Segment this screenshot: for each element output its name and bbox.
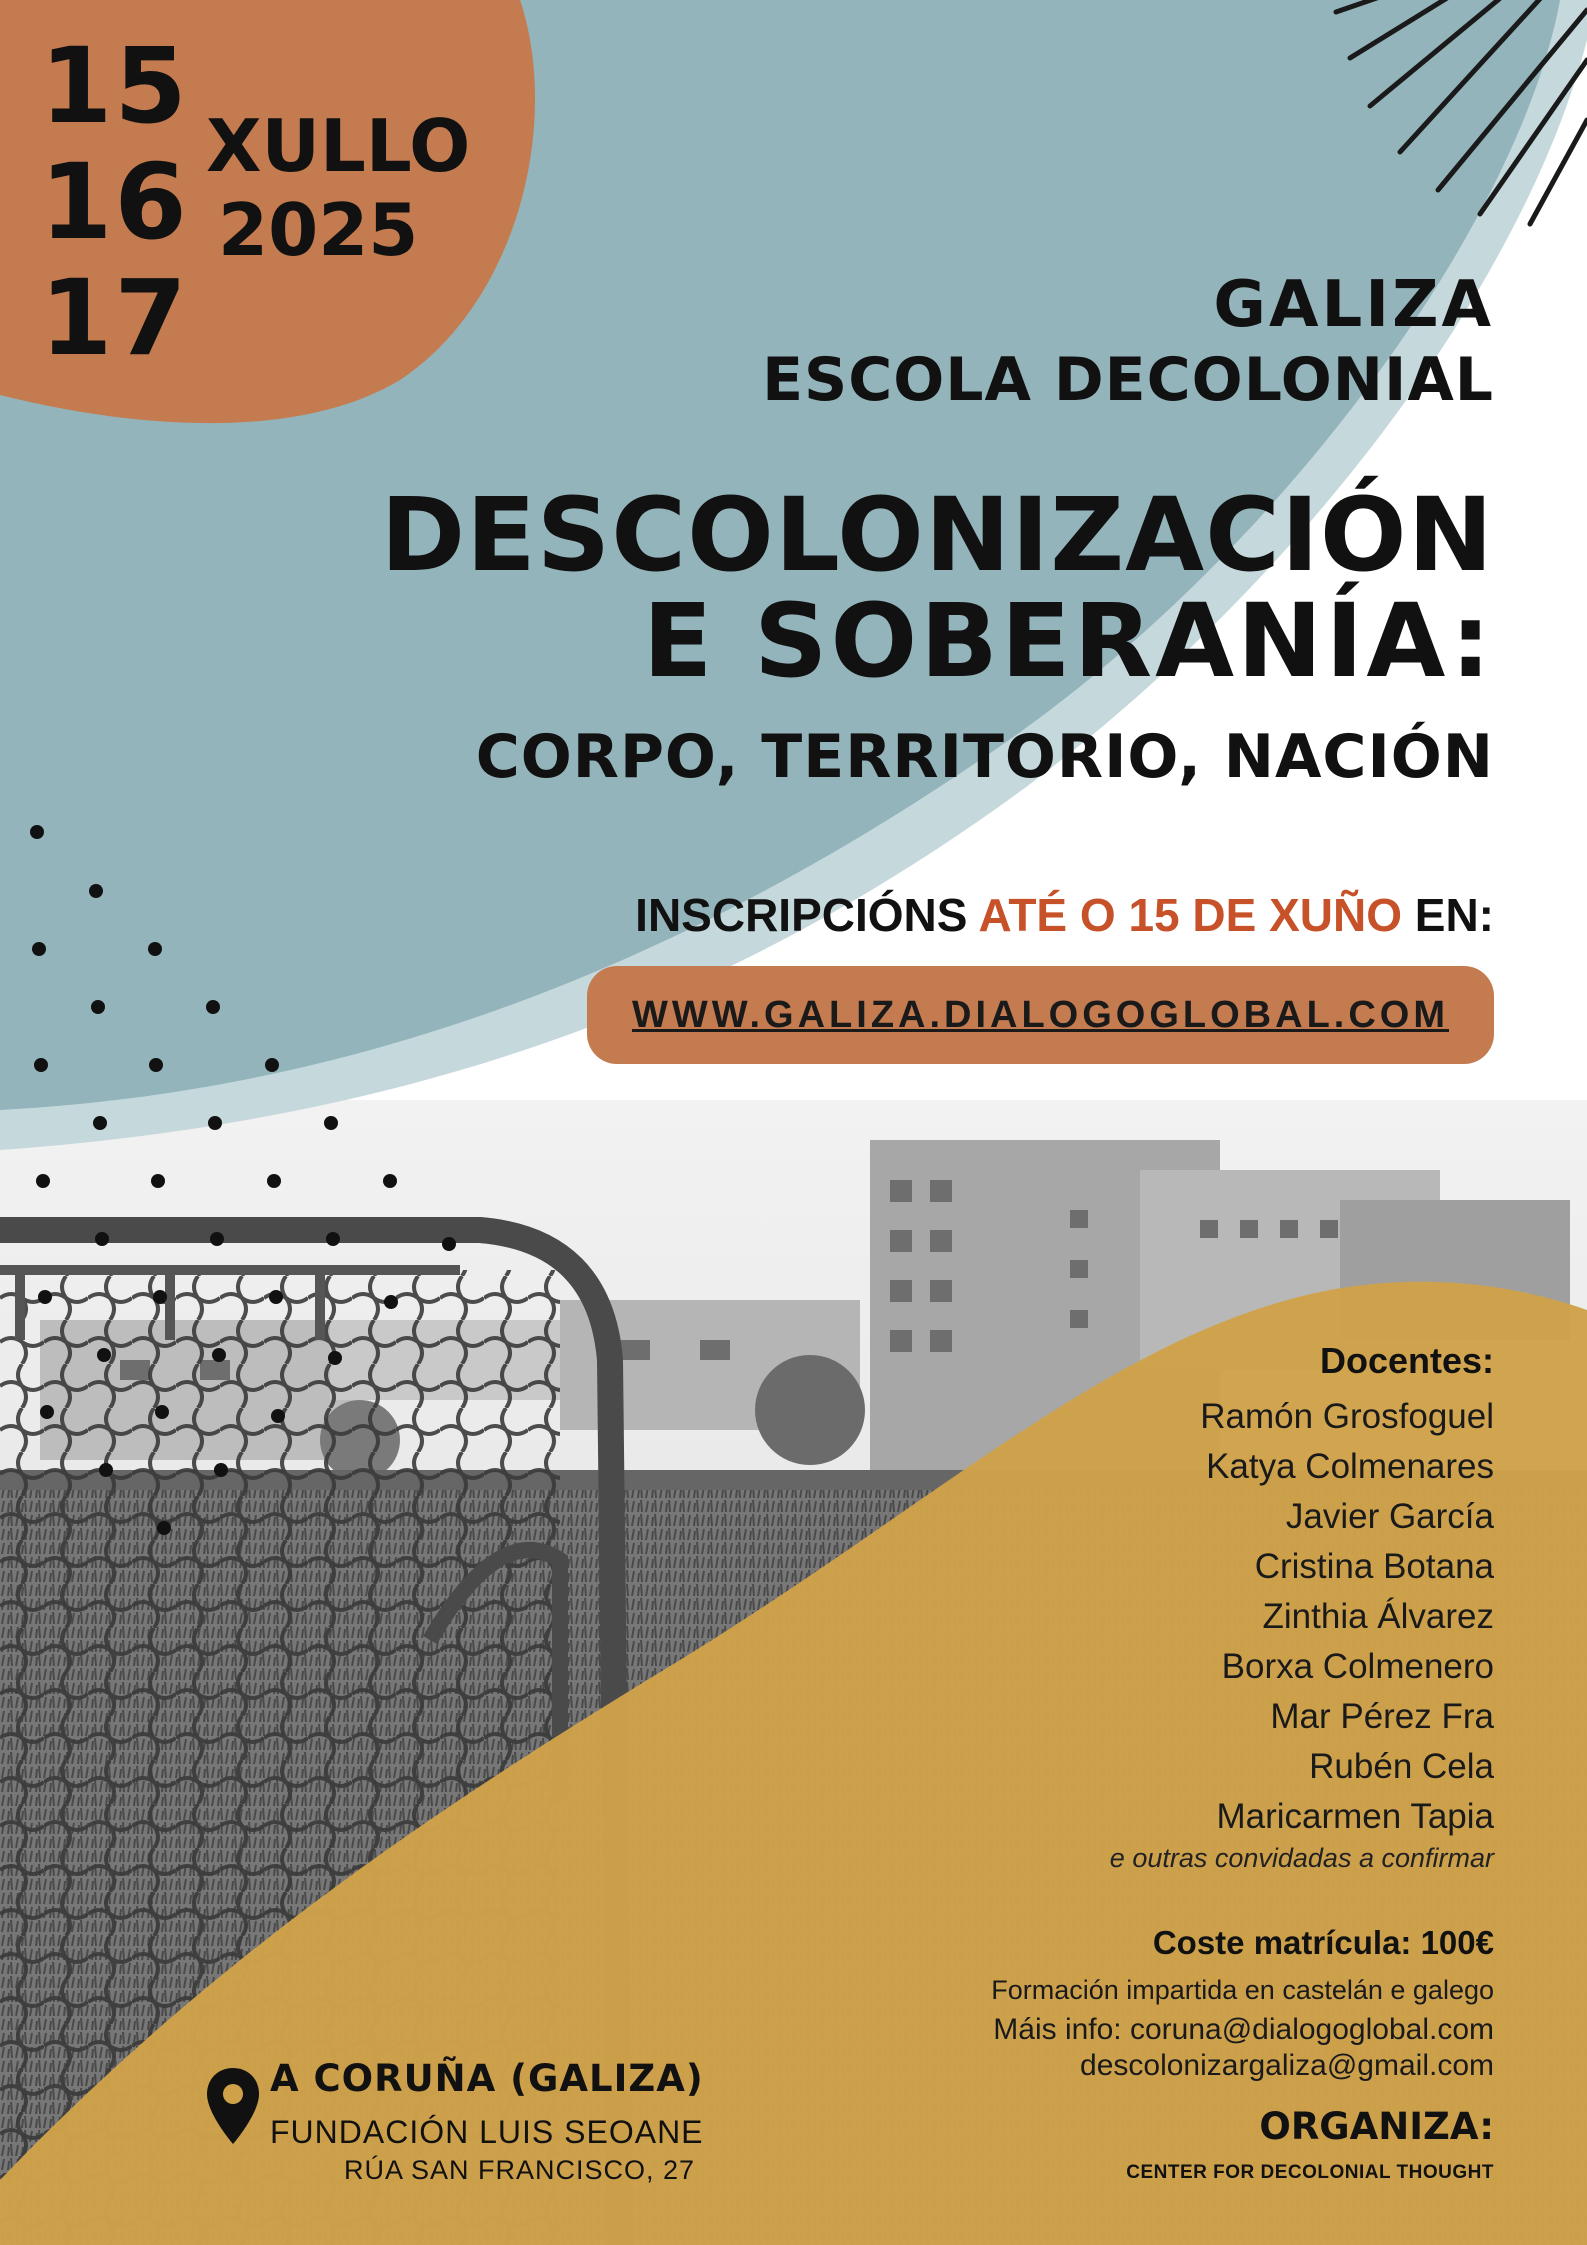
teacher-name: Cristina Botana xyxy=(1254,1547,1494,1586)
registration-line xyxy=(635,888,1494,942)
teacher-name: Javier García xyxy=(1285,1497,1494,1536)
date-month: XULLO xyxy=(206,104,471,188)
location-venue: FUNDACIÓN LUIS SEOANE xyxy=(270,2114,704,2150)
teacher-name: Katya Colmenares xyxy=(1206,1447,1494,1486)
subtitle: CORPO, TERRITORIO, NACIÓN xyxy=(475,722,1494,792)
map-pin-icon xyxy=(205,2066,261,2146)
teachers-list xyxy=(1200,1392,1494,1842)
teacher-name: Rubén Cela xyxy=(1309,1747,1494,1786)
languages-text: Formación impartida en castelán e galego xyxy=(991,1975,1494,2005)
contact-email-1[interactable]: Máis info: coruna@dialogoglobal.com xyxy=(993,2013,1494,2046)
contact-email-2[interactable]: descolonizargaliza@gmail.com xyxy=(1080,2049,1494,2082)
teachers-heading: Docentes: xyxy=(1319,1340,1494,1381)
date-day-2: 16 xyxy=(40,141,189,263)
registration-suffix: EN: xyxy=(1414,889,1494,941)
registration-url[interactable]: WWW.GALIZA.DIALOGOGLOBAL.COM xyxy=(631,993,1449,1036)
main-title-line-2: E SOBERANÍA: xyxy=(642,582,1494,701)
date-day-3: 17 xyxy=(40,257,189,379)
other-guests-note: e outras convidadas a confirmar xyxy=(1109,1843,1494,1873)
organizer-name: CENTER FOR DECOLONIAL THOUGHT xyxy=(1126,2162,1494,2183)
teacher-name: Borxa Colmenero xyxy=(1221,1647,1494,1686)
main-title-line-1: DESCOLONIZACIÓN xyxy=(380,476,1494,595)
location-city: A CORUÑA (GALIZA) xyxy=(270,2057,704,2100)
teacher-name: Mar Pérez Fra xyxy=(1270,1697,1494,1736)
location-address: RÚA SAN FRANCISCO, 27 xyxy=(344,2155,696,2185)
teacher-name: Ramón Grosfoguel xyxy=(1200,1397,1494,1436)
fee-text: Coste matrícula: 100€ xyxy=(1152,1924,1494,1961)
date-year: 2025 xyxy=(218,188,419,272)
teacher-name: Zinthia Álvarez xyxy=(1262,1597,1494,1636)
registration-prefix: INSCRIPCIÓNS xyxy=(635,889,968,941)
organizer-heading: ORGANIZA: xyxy=(1259,2105,1494,2148)
registration-deadline: ATÉ O 15 DE XUÑO xyxy=(978,889,1402,941)
date-day-1: 15 xyxy=(40,25,189,147)
teacher-name: Maricarmen Tapia xyxy=(1216,1797,1494,1836)
registration-url-button[interactable] xyxy=(587,966,1494,1064)
region-heading: GALIZA xyxy=(1213,268,1494,342)
school-heading: ESCOLA DECOLONIAL xyxy=(762,345,1494,415)
